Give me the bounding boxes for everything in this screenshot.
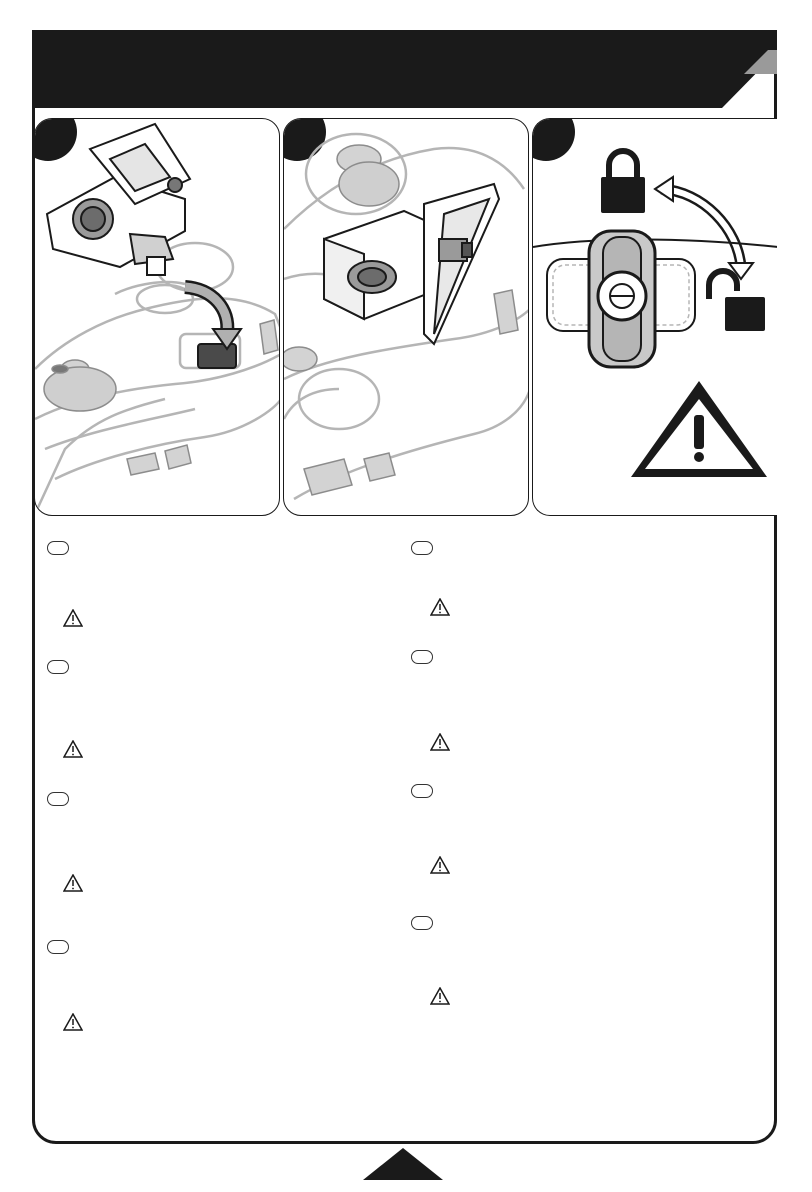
warning-icon [430,598,450,616]
language-badge [47,660,69,674]
step-panel-1 [34,118,280,516]
warning-icon [63,874,83,892]
warning-icon [430,856,450,874]
language-badge [47,541,69,555]
language-badge [47,940,69,954]
mount-attached-illustration [284,119,529,516]
language-badge [411,784,433,798]
step-panel-3 [532,118,777,516]
lock-open-icon [709,271,765,331]
language-badge [411,650,433,664]
warning-icon [63,1013,83,1031]
warning-icon [63,609,83,627]
lock-unlock-illustration [533,119,777,516]
lock-closed-icon [601,151,645,213]
next-page-arrow-icon [363,1146,443,1180]
warning-triangle-icon [631,381,767,477]
header-banner [32,30,777,108]
warning-icon [430,733,450,751]
language-badge [47,792,69,806]
step-panel-2 [283,118,529,516]
warning-icon [63,740,83,758]
warning-icon [430,987,450,1005]
language-badge [411,916,433,930]
install-mount-illustration [35,119,280,516]
language-badge [411,541,433,555]
